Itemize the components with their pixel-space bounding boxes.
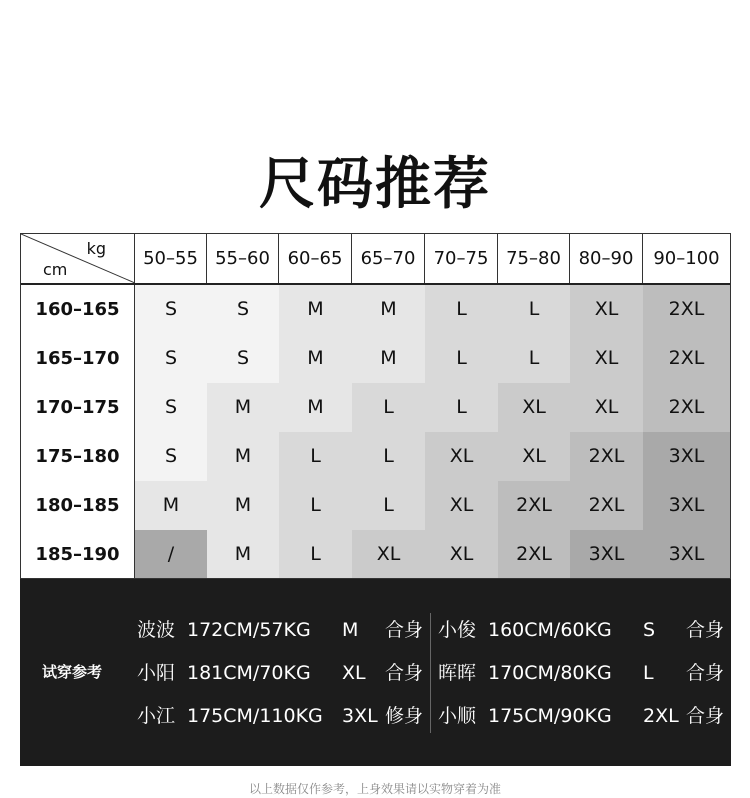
- tryon-entry: [438, 701, 728, 731]
- size-cell: 2XL: [643, 285, 730, 334]
- tryon-name: 小阳: [137, 662, 176, 684]
- tryon-entry: [137, 615, 427, 645]
- weight-unit-label: kg: [86, 239, 106, 258]
- size-cell: L: [279, 481, 352, 530]
- tryon-fit: 合身: [686, 619, 725, 641]
- size-cell: XL: [352, 530, 425, 579]
- size-cell: 3XL: [643, 432, 730, 481]
- size-cell: XL: [425, 481, 498, 530]
- tryon-size: S: [643, 619, 656, 641]
- size-cell: M: [207, 481, 279, 530]
- size-cell: M: [352, 334, 425, 383]
- size-cell: XL: [425, 432, 498, 481]
- tryon-size: 3XL: [342, 705, 378, 727]
- tryon-fit: 修身: [385, 705, 424, 727]
- tryon-entry: [137, 658, 427, 688]
- size-cell: S: [135, 432, 207, 481]
- size-cell: 2XL: [498, 481, 570, 530]
- height-label: 165–170: [21, 334, 135, 383]
- size-cell: 2XL: [643, 383, 730, 432]
- tryon-fit: 合身: [686, 705, 725, 727]
- size-cell: S: [135, 383, 207, 432]
- size-cell: M: [352, 285, 425, 334]
- height-label: 175–180: [21, 432, 135, 481]
- height-label: 185–190: [21, 530, 135, 579]
- weight-header-7: 90–100: [653, 248, 720, 269]
- size-cell: S: [207, 334, 279, 383]
- size-cell: 2XL: [570, 481, 643, 530]
- size-cell: L: [425, 383, 498, 432]
- height-label: 180–185: [21, 481, 135, 530]
- tryon-size: M: [342, 619, 359, 641]
- weight-header-5: 75–80: [498, 234, 570, 283]
- size-cell: XL: [425, 530, 498, 579]
- weight-header-6: 80–90: [570, 234, 643, 283]
- size-cell: XL: [570, 334, 643, 383]
- size-cell: L: [425, 334, 498, 383]
- tryon-name: 晖晖: [438, 662, 477, 684]
- size-cell: S: [135, 334, 207, 383]
- tryon-size: L: [643, 662, 654, 684]
- table-body: [21, 285, 730, 579]
- height-label: 170–175: [21, 383, 135, 432]
- tryon-stats: 175CM/90KG: [488, 705, 612, 727]
- size-cell: XL: [498, 432, 570, 481]
- tryon-entry: [438, 615, 728, 645]
- tryon-label: 试穿参考: [42, 663, 103, 681]
- weight-header-4: 70–75: [425, 234, 498, 283]
- column-divider: [430, 613, 431, 733]
- size-cell: M: [207, 530, 279, 579]
- page-title: 尺码推荐: [259, 152, 491, 217]
- table-header-row: [21, 234, 730, 285]
- size-cell: L: [279, 530, 352, 579]
- weight-header-0: 50–55: [135, 234, 207, 283]
- size-cell: 2XL: [643, 334, 730, 383]
- size-cell: M: [279, 334, 352, 383]
- tryon-name: 小江: [137, 705, 176, 727]
- size-cell: XL: [570, 285, 643, 334]
- size-cell: 3XL: [643, 530, 730, 579]
- weight-header-2: 60–65: [279, 234, 352, 283]
- size-cell: 2XL: [498, 530, 570, 579]
- tryon-fit: 合身: [686, 662, 725, 684]
- size-cell: 2XL: [570, 432, 643, 481]
- size-cell: XL: [498, 383, 570, 432]
- tryon-name: 波波: [137, 619, 176, 641]
- tryon-stats: 172CM/57KG: [187, 619, 311, 641]
- size-cell: S: [135, 285, 207, 334]
- size-cell: S: [207, 285, 279, 334]
- size-cell: L: [352, 432, 425, 481]
- size-chart-table: [20, 233, 731, 579]
- tryon-stats: 181CM/70KG: [187, 662, 311, 684]
- size-cell: 3XL: [643, 481, 730, 530]
- size-cell: M: [279, 285, 352, 334]
- weight-header-3: 65–70: [352, 234, 425, 283]
- corner-cell: [21, 234, 135, 283]
- size-cell: XL: [570, 383, 643, 432]
- size-cell: L: [352, 383, 425, 432]
- tryon-stats: 170CM/80KG: [488, 662, 612, 684]
- weight-header-1: 55–60: [207, 234, 279, 283]
- tryon-fit: 合身: [385, 662, 424, 684]
- tryon-reference-panel: [20, 579, 731, 766]
- size-cell: M: [207, 432, 279, 481]
- tryon-stats: 160CM/60KG: [488, 619, 612, 641]
- footnote: 以上数据仅作参考，上身效果请以实物穿着为准: [248, 782, 501, 796]
- size-cell: L: [279, 432, 352, 481]
- size-cell: L: [352, 481, 425, 530]
- tryon-name: 小俊: [438, 619, 477, 641]
- size-cell: L: [425, 285, 498, 334]
- height-unit-label: cm: [43, 260, 68, 279]
- tryon-name: 小顺: [438, 705, 477, 727]
- size-cell: L: [498, 285, 570, 334]
- tryon-entry: [137, 701, 427, 731]
- tryon-entry: [438, 658, 728, 688]
- height-label: 160–165: [21, 285, 135, 334]
- size-cell: /: [135, 530, 207, 579]
- size-cell: M: [207, 383, 279, 432]
- size-cell: M: [279, 383, 352, 432]
- tryon-fit: 合身: [385, 619, 424, 641]
- size-cell: 3XL: [570, 530, 643, 579]
- size-cell: M: [135, 481, 207, 530]
- tryon-stats: 175CM/110KG: [187, 705, 323, 727]
- size-cell: L: [498, 334, 570, 383]
- tryon-size: XL: [342, 662, 366, 684]
- diagonal-line-icon: [21, 234, 135, 283]
- tryon-size: 2XL: [643, 705, 679, 727]
